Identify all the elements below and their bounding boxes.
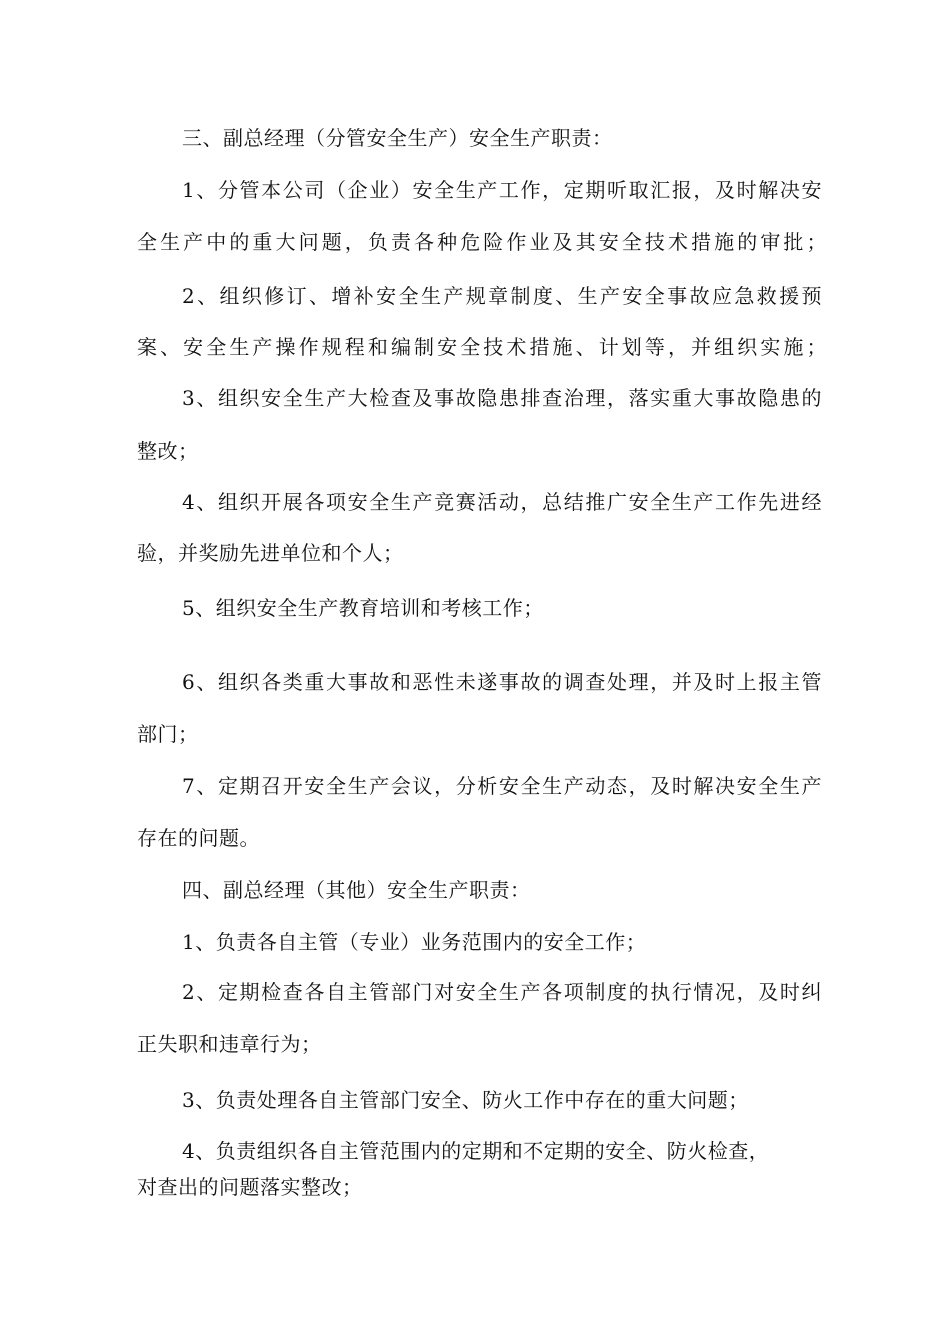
- paragraph-line: 3、负责处理各自主管部门安全、防火工作中存在的重大问题；: [182, 1088, 749, 1112]
- paragraph-line: 3、组织安全生产大检查及事故隐患排查治理，落实重大事故隐患的: [182, 386, 822, 410]
- paragraph-line: 案、安全生产操作规程和编制安全技术措施、计划等，并组织实施；: [137, 335, 827, 359]
- paragraph-line: 4、组织开展各项安全生产竞赛活动，总结推广安全生产工作先进经: [182, 490, 822, 514]
- paragraph-line: 部门；: [137, 722, 199, 746]
- paragraph-line: 2、定期检查各自主管部门对安全生产各项制度的执行情况，及时纠: [182, 980, 822, 1004]
- section-heading-3: 三、副总经理（分管安全生产）安全生产职责：: [182, 126, 613, 150]
- section-heading-4: 四、副总经理（其他）安全生产职责：: [182, 878, 531, 902]
- paragraph-line: 1、负责各自主管（专业）业务范围内的安全工作；: [182, 930, 647, 954]
- paragraph-line: 1、分管本公司（企业）安全生产工作，定期听取汇报，及时解决安: [182, 178, 822, 202]
- paragraph-line: 对查出的问题落实整改；: [137, 1175, 363, 1199]
- paragraph-line: 正失职和违章行为；: [137, 1032, 322, 1056]
- paragraph-line: 2、组织修订、增补安全生产规章制度、生产安全事故应急救援预: [182, 284, 822, 308]
- paragraph-line: 6、组织各类重大事故和恶性未遂事故的调查处理，并及时上报主管: [182, 670, 822, 694]
- paragraph-line: 整改；: [137, 439, 199, 463]
- paragraph-line: 7、定期召开安全生产会议，分析安全生产动态，及时解决安全生产: [182, 774, 822, 798]
- paragraph-line: 4、负责组织各自主管范围内的定期和不定期的安全、防火检查，: [182, 1139, 770, 1163]
- paragraph-line: 存在的问题。: [137, 826, 260, 850]
- paragraph-line: 验，并奖励先进单位和个人；: [137, 541, 404, 565]
- paragraph-line: 5、组织安全生产教育培训和考核工作；: [182, 596, 544, 620]
- paragraph-line: 全生产中的重大问题，负责各种危险作业及其安全技术措施的审批；: [137, 230, 827, 254]
